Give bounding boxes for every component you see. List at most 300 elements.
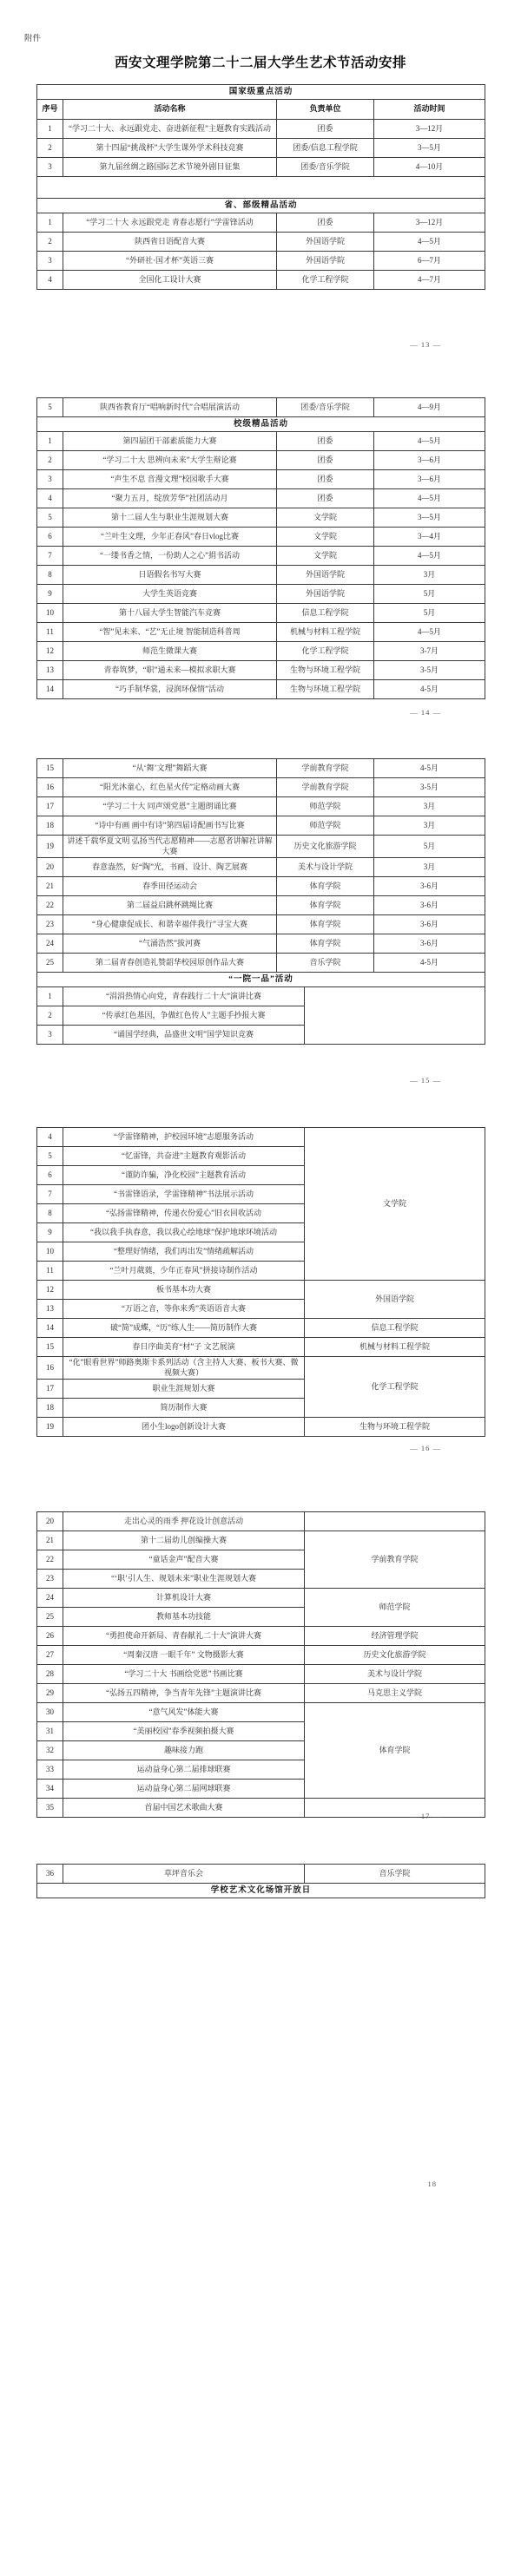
cell-activity-name: “学雷锋精神，护校园环境”志愿服务活动 — [63, 1128, 305, 1147]
table-row — [37, 1512, 485, 1531]
cell-activity-time: 3—5月 — [374, 508, 485, 528]
table-row — [37, 120, 485, 139]
cell-activity-name: “诗中有画 画中有诗”第四届诗配画书写比赛 — [63, 816, 277, 836]
cell-index: 9 — [37, 585, 63, 604]
table-row — [37, 623, 485, 642]
cell-activity-name: 讲述千载华夏文明 弘扬当代志愿精神——志愿者讲解社讲解大赛 — [63, 836, 277, 858]
cell-activity-time: 3月 — [374, 566, 485, 585]
table-row — [37, 1665, 485, 1684]
page-5-tables — [0, 1511, 521, 1818]
activities-table — [36, 972, 485, 1045]
cell-index: 4 — [37, 1128, 63, 1147]
table-row — [37, 1684, 485, 1703]
cell-activity-name: 春意盎然，好“陶”光，书画、设计、陶艺展赛 — [63, 858, 277, 877]
cell-activity-time: 3-6月 — [374, 896, 485, 915]
table-row — [37, 271, 485, 290]
cell-activity-name: 简历制作大赛 — [63, 1399, 305, 1418]
activities-table — [36, 1511, 485, 1818]
cell-activity-name: 破“简”成蝶，“历”练人生——简历制作大赛 — [63, 1319, 305, 1338]
cell-activity-name: “万语之音，等你来秀”英语语音大赛 — [63, 1300, 305, 1319]
page-number: — 15 — — [410, 1076, 441, 1085]
cell-index: 1 — [37, 213, 63, 233]
page-number: 18 — [427, 2179, 437, 2188]
page-3-tables — [0, 758, 521, 1045]
cell-activity-name: 第四届团干部素质能力大赛 — [63, 432, 277, 451]
cell-college: 机械与材料工程学院 — [305, 1338, 485, 1357]
table-row — [37, 252, 485, 271]
cell-responsible-unit: 化学工程学院 — [277, 642, 374, 661]
table-row — [37, 451, 485, 470]
cell-college — [305, 987, 485, 1045]
cell-activity-time: 4—7月 — [374, 271, 485, 290]
cell-activity-name: “兰叶生文理，少年正春风”春日vlog比赛 — [63, 528, 277, 547]
cell-college: 学前教育学院 — [305, 1531, 485, 1589]
cell-responsible-unit: 生物与环境工程学院 — [277, 680, 374, 699]
cell-index: 35 — [37, 1799, 63, 1818]
section-title: 校级精品活动 — [37, 417, 485, 432]
cell-index: 24 — [37, 1589, 63, 1608]
cell-college — [305, 1799, 485, 1818]
cell-activity-name: “学习二十大 永远跟党走 青春志愿行”学雷锋活动 — [63, 213, 277, 233]
cell-responsible-unit: 团委/音乐学院 — [277, 398, 374, 417]
cell-responsible-unit: 团委 — [277, 213, 374, 233]
cell-activity-time: 3—12月 — [374, 120, 485, 139]
cell-index: 25 — [37, 1608, 63, 1627]
table-row — [37, 604, 485, 623]
cell-responsible-unit: 团委 — [277, 120, 374, 139]
cell-activity-name: 师范生微课大赛 — [63, 642, 277, 661]
cell-index: 8 — [37, 566, 63, 585]
cell-index: 4 — [37, 489, 63, 508]
cell-index: 12 — [37, 642, 63, 661]
page-6-tables — [0, 1864, 521, 1898]
cell-activity-name: 春日序曲美育“材”子 文艺展演 — [63, 1338, 305, 1357]
cell-activity-name: “诵国学经典，品盛世文明”国学知识竞赛 — [63, 1026, 305, 1045]
cell-activity-time: 4-5月 — [374, 954, 485, 973]
column-header: 负责单位 — [277, 100, 374, 120]
table-row — [37, 1357, 485, 1380]
cell-activity-name: “学习二十大 书画绘党恩”书画比赛 — [63, 1665, 305, 1684]
table-row — [37, 1338, 485, 1357]
cell-responsible-unit: 外国语学院 — [277, 252, 374, 271]
cell-responsible-unit: 信息工程学院 — [277, 604, 374, 623]
cell-responsible-unit: 团委 — [277, 470, 374, 489]
filler-row — [37, 177, 485, 199]
cell-index: 19 — [37, 1418, 63, 1437]
cell-index: 23 — [37, 915, 63, 934]
table-row — [37, 797, 485, 816]
cell-activity-name: “童话金声”配音大赛 — [63, 1550, 305, 1570]
cell-responsible-unit: 美术与设计学院 — [277, 858, 374, 877]
cell-index: 15 — [37, 759, 63, 778]
column-header: 活动名称 — [63, 100, 277, 120]
cell-activity-name: “意气风发”体能大赛 — [63, 1703, 305, 1722]
cell-activity-name: “声生不息 音漫文理”校园歌手大赛 — [63, 470, 277, 489]
cell-activity-name: 板书基本功大赛 — [63, 1281, 305, 1300]
table-row — [37, 661, 485, 680]
cell-activity-time: 3月 — [374, 797, 485, 816]
cell-index: 2 — [37, 451, 63, 470]
cell-index: 7 — [37, 1185, 63, 1204]
cell-responsible-unit: 历史文化旅游学院 — [277, 836, 374, 858]
cell-college: 历史文化旅游学院 — [305, 1646, 485, 1665]
cell-index: 30 — [37, 1703, 63, 1722]
cell-index: 9 — [37, 1223, 63, 1242]
cell-responsible-unit: 生物与环境工程学院 — [277, 661, 374, 680]
cell-index: 11 — [37, 1262, 63, 1281]
section-title: 学校艺术文化场馆开放日 — [37, 1884, 485, 1898]
cell-activity-time: 3-6月 — [374, 877, 485, 896]
cell-index: 8 — [37, 1204, 63, 1223]
cell-college: 师范学院 — [305, 1589, 485, 1627]
cell-index: 34 — [37, 1780, 63, 1799]
cell-activity-name: 第二届青春创造礼赞韶华校园原创作品大赛 — [63, 954, 277, 973]
cell-activity-name: “书雷锋语录，学雷锋精神”书法展示活动 — [63, 1185, 305, 1204]
cell-activity-name: “阳光沐童心，红色星火传”定格动画大赛 — [63, 778, 277, 797]
cell-activity-name: 运动益身心第二届排球联赛 — [63, 1760, 305, 1780]
cell-activity-name: “一缕书香之情，一份助人之心”捐书活动 — [63, 547, 277, 566]
cell-activity-time: 6—7月 — [374, 252, 485, 271]
section-title: “一院一品”活动 — [37, 973, 485, 987]
column-header: 序号 — [37, 100, 63, 120]
cell-index: 13 — [37, 1300, 63, 1319]
table-row — [37, 1281, 485, 1300]
cell-index: 3 — [37, 470, 63, 489]
cell-index: 21 — [37, 877, 63, 896]
page-2-tables — [0, 397, 521, 699]
cell-responsible-unit: 化学工程学院 — [277, 271, 374, 290]
cell-index: 32 — [37, 1741, 63, 1760]
cell-index: 2 — [37, 233, 63, 252]
cell-responsible-unit: 学前教育学院 — [277, 759, 374, 778]
cell-activity-name: “智”见未来、“艺”无止境 智能制造科普周 — [63, 623, 277, 642]
cell-college: 音乐学院 — [305, 1865, 485, 1884]
table-row — [37, 759, 485, 778]
table-row — [37, 1531, 485, 1550]
table-row — [37, 642, 485, 661]
section-row — [37, 973, 485, 987]
table-row — [37, 1319, 485, 1338]
cell-responsible-unit: 文学院 — [277, 547, 374, 566]
cell-college: 美术与设计学院 — [305, 1665, 485, 1684]
cell-activity-name: “化”眼看世界”师路奥斯卡系列活动（含主持人大赛、板书大赛、微视频大赛） — [63, 1357, 305, 1380]
cell-index: 2 — [37, 1006, 63, 1026]
cell-activity-name: 教师基本功技能 — [63, 1608, 305, 1627]
table-row — [37, 1703, 485, 1722]
cell-activity-time: 4-5月 — [374, 680, 485, 699]
cell-activity-time: 3—5月 — [374, 139, 485, 158]
cell-activity-time: 4—10月 — [374, 158, 485, 177]
section-row — [37, 417, 485, 432]
table-row — [37, 139, 485, 158]
cell-index: 21 — [37, 1531, 63, 1550]
cell-activity-time: 3—4月 — [374, 528, 485, 547]
cell-index: 17 — [37, 1380, 63, 1399]
cell-responsible-unit: 体育学院 — [277, 934, 374, 954]
table-row — [37, 987, 485, 1006]
cell-activity-name: 大学生英语竞赛 — [63, 585, 277, 604]
table-row — [37, 836, 485, 858]
cell-responsible-unit: 团委 — [277, 489, 374, 508]
cell-activity-name: 第二届益启跳杯跳绳比赛 — [63, 896, 277, 915]
cell-activity-name: “兰叶月葳蕤，少年正春风”拼接诗制作活动 — [63, 1262, 305, 1281]
cell-index: 15 — [37, 1338, 63, 1357]
cell-responsible-unit: 体育学院 — [277, 877, 374, 896]
cell-activity-name: 陕西省日语配音大赛 — [63, 233, 277, 252]
cell-activity-name: 走出心灵的雨季 押花设计创意活动 — [63, 1512, 305, 1531]
cell-activity-time: 4—9月 — [374, 398, 485, 417]
cell-activity-time: 3—6月 — [374, 451, 485, 470]
cell-index: 17 — [37, 797, 63, 816]
doc-page-1 — [0, 0, 521, 368]
cell-index: 22 — [37, 896, 63, 915]
cell-activity-time: 3-5月 — [374, 778, 485, 797]
cell-activity-name: “巧手制华裳，浸润环保情”活动 — [63, 680, 277, 699]
cell-activity-name: 第十二届人生与职业生涯规划大赛 — [63, 508, 277, 528]
cell-activity-name: 运动益身心第二届网球联赛 — [63, 1780, 305, 1799]
cell-index: 24 — [37, 934, 63, 954]
cell-responsible-unit: 外国语学院 — [277, 566, 374, 585]
doc-page-4 — [0, 1104, 521, 1472]
page-number: — 13 — — [410, 340, 441, 349]
section-title: 国家级重点活动 — [37, 85, 485, 100]
activities-table — [36, 758, 485, 973]
table-row — [37, 816, 485, 836]
cell-responsible-unit: 团委 — [277, 432, 374, 451]
page-number: — 16 — — [410, 1444, 441, 1452]
cell-activity-time: 5月 — [374, 604, 485, 623]
cell-index: 27 — [37, 1646, 63, 1665]
cell-activity-name: 趣味接力跑 — [63, 1741, 305, 1760]
cell-index: 3 — [37, 158, 63, 177]
cell-activity-name: “弘扬雷锋精神，传递衣份爱心”旧衣回收活动 — [63, 1204, 305, 1223]
cell-activity-time: 3月 — [374, 858, 485, 877]
cell-activity-time: 4—5月 — [374, 489, 485, 508]
cell-responsible-unit: 体育学院 — [277, 915, 374, 934]
cell-activity-name: “身心健康促成长、和谐幸福伴我行”寻宝大赛 — [63, 915, 277, 934]
cell-index: 16 — [37, 1357, 63, 1380]
cell-activity-name: “外研社·国才杯”英语三赛 — [63, 252, 277, 271]
doc-page-2 — [0, 368, 521, 736]
table-row — [37, 528, 485, 547]
activities-table — [36, 397, 485, 699]
cell-index: 18 — [37, 1399, 63, 1418]
page-number: — 14 — — [410, 708, 441, 717]
page-number: — 17 — — [410, 1812, 441, 1820]
cell-activity-time: 3-7月 — [374, 642, 485, 661]
cell-index: 3 — [37, 1026, 63, 1045]
table-row — [37, 566, 485, 585]
cell-college: 经济管理学院 — [305, 1627, 485, 1646]
cell-index: 10 — [37, 604, 63, 623]
cell-college: 化学工程学院 — [305, 1357, 485, 1418]
cell-activity-name: “整理好情绪，我们再出发”情绪疏解活动 — [63, 1242, 305, 1262]
cell-activity-name: 第十四届“挑战杯”大学生课外学术科技竞赛 — [63, 139, 277, 158]
cell-activity-time: 4—5月 — [374, 623, 485, 642]
cell-index: 12 — [37, 1281, 63, 1300]
table-row — [37, 158, 485, 177]
cell-activity-name: “我以我手执春意，我以我心绘地球”保护地球环境活动 — [63, 1223, 305, 1242]
cell-index: 2 — [37, 139, 63, 158]
table-row — [37, 954, 485, 973]
table-row — [37, 508, 485, 528]
page-4-tables — [0, 1127, 521, 1437]
table-row — [37, 680, 485, 699]
cell-activity-time: 4—5月 — [374, 432, 485, 451]
cell-activity-name: 全国化工设计大赛 — [63, 271, 277, 290]
cell-activity-name: 青春筑梦，“职”通未来—模拟求职大赛 — [63, 661, 277, 680]
cell-responsible-unit: 机械与材料工程学院 — [277, 623, 374, 642]
table-row — [37, 398, 485, 417]
cell-index: 13 — [37, 661, 63, 680]
cell-responsible-unit: 音乐学院 — [277, 954, 374, 973]
cell-index: 11 — [37, 623, 63, 642]
table-row — [37, 489, 485, 508]
table-row — [37, 915, 485, 934]
cell-index: 1 — [37, 120, 63, 139]
table-row — [37, 877, 485, 896]
doc-page-3 — [0, 736, 521, 1104]
cell-activity-time: 3-5月 — [374, 661, 485, 680]
cell-index: 3 — [37, 252, 63, 271]
table-row — [37, 896, 485, 915]
cell-activity-time: 5月 — [374, 836, 485, 858]
column-header: 活动时间 — [374, 100, 485, 120]
cell-responsible-unit: 师范学院 — [277, 797, 374, 816]
cell-activity-name: 第十八届大学生智能汽车竞赛 — [63, 604, 277, 623]
table-row — [37, 858, 485, 877]
table-row — [37, 547, 485, 566]
table-row — [37, 432, 485, 451]
page-title: 西安文理学院第二十二届大学生艺术节活动安排 — [114, 56, 406, 70]
table-row — [37, 778, 485, 797]
cell-index: 6 — [37, 528, 63, 547]
table-row — [37, 1646, 485, 1665]
cell-responsible-unit: 体育学院 — [277, 896, 374, 915]
cell-index: 20 — [37, 1512, 63, 1531]
header-row — [37, 100, 485, 120]
section-title: 省、部级精品活动 — [37, 199, 485, 213]
table-row — [37, 1627, 485, 1646]
cell-activity-name: “‘职’引人生、规划未来”职业生涯规划大赛 — [63, 1570, 305, 1589]
table-row — [37, 585, 485, 604]
cell-activity-name: “忆雷锋，共奋进”主题教育观影活动 — [63, 1147, 305, 1166]
cell-responsible-unit: 学前教育学院 — [277, 778, 374, 797]
cell-index: 25 — [37, 954, 63, 973]
cell-activity-name: “勇担使命开新局、青春献礼二十大”演讲大赛 — [63, 1627, 305, 1646]
cell-index: 5 — [37, 398, 63, 417]
cell-activity-name: “周秦汉唐 一眼千年” 文物摄影大赛 — [63, 1646, 305, 1665]
cell-activity-time: 4—5月 — [374, 547, 485, 566]
cell-index: 14 — [37, 680, 63, 699]
cell-index: 5 — [37, 1147, 63, 1166]
doc-page-5 — [0, 1472, 521, 1839]
cell-activity-name: 第九届丝绸之路国际艺术节境外剧目征集 — [63, 158, 277, 177]
cell-activity-name: 第十二届幼儿创编操大赛 — [63, 1531, 305, 1550]
cell-activity-name: 春季田径运动会 — [63, 877, 277, 896]
doc-page-7-blank — [0, 2207, 521, 2576]
cell-college: 文学院 — [305, 1128, 485, 1281]
cell-activity-name: 陕西省教育厅“唱响新时代”合唱展演活动 — [63, 398, 277, 417]
cell-index: 29 — [37, 1684, 63, 1703]
cell-activity-name: “弘扬五四精神，争当青年先锋”主题演讲比赛 — [63, 1684, 305, 1703]
table-row — [37, 1128, 485, 1147]
cell-index: 33 — [37, 1760, 63, 1780]
table-row — [37, 213, 485, 233]
cell-index: 26 — [37, 1627, 63, 1646]
cell-activity-name: “谨防诈骗，净化校园”主题教育活动 — [63, 1166, 305, 1185]
table-row — [37, 233, 485, 252]
cell-activity-name: 草坪音乐会 — [63, 1865, 305, 1884]
cell-college: 信息工程学院 — [305, 1319, 485, 1338]
cell-activity-time: 3—12月 — [374, 213, 485, 233]
cell-activity-time: 3-6月 — [374, 934, 485, 954]
attachment-label: 附件 — [24, 35, 42, 43]
cell-college: 生物与环境工程学院 — [305, 1418, 485, 1437]
cell-index: 1 — [37, 432, 63, 451]
cell-index: 23 — [37, 1570, 63, 1589]
cell-responsible-unit: 团委 — [277, 451, 374, 470]
cell-responsible-unit: 团委/信息工程学院 — [277, 139, 374, 158]
cell-college — [305, 1512, 485, 1531]
section-row — [37, 1884, 485, 1898]
cell-responsible-unit: 团委/音乐学院 — [277, 158, 374, 177]
cell-activity-time: 3-6月 — [374, 915, 485, 934]
cell-activity-time: 3—6月 — [374, 470, 485, 489]
cell-index: 1 — [37, 987, 63, 1006]
table-row — [37, 934, 485, 954]
cell-college: 马克思主义学院 — [305, 1684, 485, 1703]
cell-activity-name: 首届中国艺术歌曲大赛 — [63, 1799, 305, 1818]
cell-responsible-unit: 师范学院 — [277, 816, 374, 836]
cell-index: 7 — [37, 547, 63, 566]
cell-index: 31 — [37, 1722, 63, 1741]
activities-table — [36, 84, 485, 290]
cell-responsible-unit: 外国语学院 — [277, 233, 374, 252]
doc-page-6 — [0, 1839, 521, 2207]
section-row — [37, 199, 485, 213]
cell-index: 19 — [37, 836, 63, 858]
cell-activity-name: 日语假名书写大赛 — [63, 566, 277, 585]
cell-activity-name: “美丽校园”春季视频拍摄大赛 — [63, 1722, 305, 1741]
cell-activity-name: 职业生涯规划大赛 — [63, 1380, 305, 1399]
cell-college: 外国语学院 — [305, 1281, 485, 1319]
section-row — [37, 85, 485, 100]
table-row — [37, 1589, 485, 1608]
cell-index: 14 — [37, 1319, 63, 1338]
cell-responsible-unit: 文学院 — [277, 528, 374, 547]
cell-activity-name: “气涌浩然”拔河赛 — [63, 934, 277, 954]
cell-index: 5 — [37, 508, 63, 528]
cell-activity-name: 计算机设计大赛 — [63, 1589, 305, 1608]
cell-activity-name: “学习二十大 同声颂党恩”主题朗诵比赛 — [63, 797, 277, 816]
table-row — [37, 1418, 485, 1437]
cell-activity-name: “传承红色基因，争做红色传人”主题手抄报大赛 — [63, 1006, 305, 1026]
table-row — [37, 1865, 485, 1884]
cell-activity-time: 5月 — [374, 585, 485, 604]
cell-activity-name: 团小生logo创新设计大赛 — [63, 1418, 305, 1437]
activities-table — [36, 1127, 485, 1437]
cell-activity-name: “学习二十大、永远跟党走、奋进新征程”主题教育实践活动 — [63, 120, 277, 139]
cell-responsible-unit: 外国语学院 — [277, 585, 374, 604]
cell-activity-time: 4—5月 — [374, 233, 485, 252]
cell-activity-time: 4-5月 — [374, 759, 485, 778]
cell-index: 4 — [37, 271, 63, 290]
cell-index: 16 — [37, 778, 63, 797]
cell-index: 6 — [37, 1166, 63, 1185]
cell-index: 18 — [37, 816, 63, 836]
cell-index: 36 — [37, 1865, 63, 1884]
